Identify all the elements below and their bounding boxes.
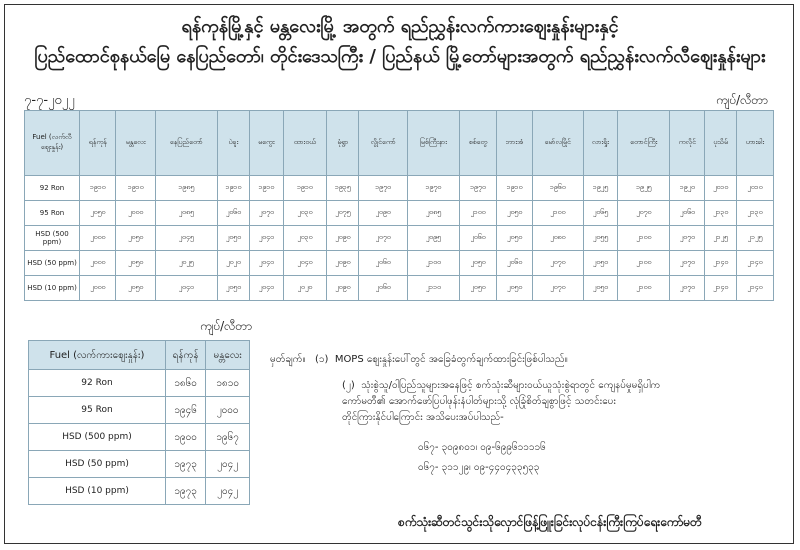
- retail-price-cell: ၂၁၄၀: [705, 276, 737, 301]
- retail-price-table: [24, 110, 774, 301]
- retail-price-cell: ၁၉၃၅: [327, 176, 359, 201]
- wholesale-row: [29, 451, 250, 478]
- retail-price-cell: ၂၀၅၀: [459, 276, 496, 301]
- retail-price-cell: ၁၉၈၅: [155, 176, 217, 201]
- wholesale-price-cell: ၁၈၆၀: [165, 370, 205, 397]
- wholesale-price-cell: ၁၉၇၃: [165, 478, 205, 505]
- retail-price-cell: ၂၁၄၀: [736, 276, 773, 301]
- retail-price-cell: ၂၀၇၀: [533, 251, 584, 276]
- retail-price-cell: ၂၀၅၀: [497, 226, 533, 251]
- note-2-line-a: [342, 378, 660, 393]
- retail-price-cell: ၂၀၂၀: [217, 251, 249, 276]
- retail-col-header: မုံရွာ: [327, 111, 359, 176]
- wholesale-row: [29, 478, 250, 505]
- retail-fuel-cell: HSD (50 ppm): [25, 251, 80, 276]
- retail-price-cell: ၂၀၅၀: [80, 201, 116, 226]
- date-label: ၇-၇-၂၀၂၂: [24, 93, 75, 108]
- retail-price-cell: ၂၀၇၀: [618, 201, 670, 226]
- retail-price-cell: ၁၉၁၀: [283, 176, 326, 201]
- retail-price-cell: ၂၀၉၀: [327, 226, 359, 251]
- note-2-text-c: တိုင်ကြားနိုင်ပါကြောင်း အသိပေးအပ်ပါသည်-: [342, 412, 504, 423]
- retail-price-cell: ၂၀၄၀: [250, 276, 284, 301]
- retail-price-cell: ၂၀၇၀: [533, 276, 584, 301]
- retail-fuel-cell: HSD (10 ppm): [25, 276, 80, 301]
- retail-fuel-cell: 95 Ron: [25, 201, 80, 226]
- retail-price-cell: ၂၀၆၀: [359, 276, 407, 301]
- retail-price-cell: ၁၉၂၅: [618, 176, 670, 201]
- committee-footer: စက်သုံးဆီတင်သွင်းသိုလှောင်ဖြန့်ဖြူးခြင်းလုပ်ငန်းကြီးကြပ်ရေးကော်မတီ: [398, 515, 702, 529]
- wholesale-price-table: [28, 340, 250, 505]
- phone-number-2: ၀၆၇- ၃၁၁၂၉၊ ၀၉-၄၄၀၄၃၃၅၃၃: [418, 462, 540, 473]
- retail-price-cell: ၂၀၆၀: [497, 251, 533, 276]
- retail-price-cell: ၂၀၉၀: [327, 251, 359, 276]
- retail-price-cell: ၂၀၈၅: [407, 201, 459, 226]
- retail-price-cell: ၂၁၂၅: [705, 226, 737, 251]
- wholesale-col-header: မန္တလေး: [206, 341, 250, 370]
- retail-price-cell: ၂၀၃၀: [283, 201, 326, 226]
- wholesale-row: [29, 424, 250, 451]
- retail-price-cell: ၂၀၅၅: [583, 226, 618, 251]
- retail-price-cell: ၂၀၀၀: [80, 251, 116, 276]
- retail-price-cell: ၁၉၇၀: [407, 176, 459, 201]
- retail-price-cell: ၂၀၅၀: [583, 251, 618, 276]
- retail-price-cell: ၂၀၆၀: [359, 251, 407, 276]
- retail-col-header: ပဲခူး: [217, 111, 249, 176]
- note-1-number: (၁): [315, 354, 329, 365]
- retail-price-cell: ၂၀၂၅: [155, 251, 217, 276]
- retail-price-cell: ၂၀၆၀: [217, 201, 249, 226]
- retail-price-cell: ၂၀၈၀: [533, 226, 584, 251]
- retail-price-cell: ၂၀၄၅: [155, 226, 217, 251]
- retail-price-cell: ၂၀၆၅: [583, 201, 618, 226]
- retail-col-header: ပုသိမ်: [705, 111, 737, 176]
- wholesale-fuel-cell: HSD (50 ppm): [29, 451, 166, 478]
- retail-price-cell: ၂၀၀၀: [80, 226, 116, 251]
- note-1-text: MOPS ဈေးနှုန်းပေါ်တွင် အခြေခံတွက်ချက်ထားခြင်းဖြစ်ပါသည်။: [334, 354, 568, 365]
- retail-price-cell: ၂၀၄၀: [250, 226, 284, 251]
- note-1-line: [270, 352, 568, 367]
- retail-price-cell: ၂၀၅၀: [116, 226, 155, 251]
- wholesale-col-header: ရန်ကုန်: [165, 341, 205, 370]
- retail-col-header: မကွေး: [250, 111, 284, 176]
- retail-price-cell: ၁၉၂၅: [583, 176, 618, 201]
- retail-col-header: ကလိုင်: [670, 111, 705, 176]
- wholesale-price-cell: ၁၉၀၀: [165, 424, 205, 451]
- retail-price-cell: ၁၉၆၀: [533, 176, 584, 201]
- retail-price-cell: ၁၉၁၀: [497, 176, 533, 201]
- wholesale-price-cell: ၂၀၄၂: [206, 451, 250, 478]
- retail-price-cell: ၂၀၇၀: [670, 226, 705, 251]
- retail-price-cell: ၂၁၃၀: [705, 201, 737, 226]
- retail-price-cell: ၂၀၅၀: [583, 276, 618, 301]
- wholesale-fuel-cell: 92 Ron: [29, 370, 166, 397]
- wholesale-fuel-cell: HSD (10 ppm): [29, 478, 166, 505]
- title-line-1: ရန်ကုန်မြို့နှင့် မန္တလေးမြို့ အတွက် ရည်ညွှန်းလက်ကားဈေးနှုန်းများနှင့်: [181, 16, 619, 37]
- retail-price-cell: ၂၁၁၀: [407, 276, 459, 301]
- retail-price-cell: ၂၀၈၅: [155, 201, 217, 226]
- retail-row: [25, 226, 774, 251]
- retail-fuel-header: Fuel (လက်လီဈေးနှုန်း): [25, 111, 80, 176]
- retail-price-cell: ၂၁၂၅: [736, 226, 773, 251]
- retail-price-cell: ၂၀၅၀: [459, 251, 496, 276]
- retail-price-cell: ၂၀၆၀: [670, 201, 705, 226]
- retail-price-cell: ၂၁၀၀: [459, 201, 496, 226]
- retail-price-cell: ၂၁၄၀: [705, 251, 737, 276]
- retail-price-cell: ၂၀၃၀: [283, 226, 326, 251]
- wholesale-fuel-cell: HSD (500 ppm): [29, 424, 166, 451]
- retail-price-cell: ၂၀၅၀: [217, 226, 249, 251]
- retail-price-cell: ၂၀၇၀: [670, 251, 705, 276]
- wholesale-price-cell: ၁၉၄၆: [165, 397, 205, 424]
- notes-label: မှတ်ချက်။: [270, 354, 306, 365]
- retail-price-cell: ၂၀၆၀: [459, 226, 496, 251]
- wholesale-header-row: [29, 341, 250, 370]
- retail-price-cell: ၂၀၉၀: [327, 276, 359, 301]
- retail-row: [25, 276, 774, 301]
- retail-price-cell: ၂၁၀၀: [618, 276, 670, 301]
- phone-number-1: ၀၆၇- ၃၀၉၈၀၁၊ ၀၉-၆၉၉၆၁၁၁၁၆: [418, 442, 546, 453]
- retail-col-header: ဟားခါး: [736, 111, 773, 176]
- note-2-text-b: ကော်မတီ၏ အောက်ဖော်ပြပါဖုန်းနံပါတ်များသို့ လုံခြုံစိတ်ချစွာဖြင့် သတင်းပေး: [342, 396, 616, 407]
- retail-col-header: လွိုင်ကော်: [359, 111, 407, 176]
- retail-price-cell: ၂၁၀၀: [533, 201, 584, 226]
- note-2-number: (၂): [342, 380, 355, 391]
- wholesale-price-cell: ၁၉၆၇: [206, 424, 250, 451]
- retail-col-header: မန္တလေး: [116, 111, 155, 176]
- retail-col-header: လားရှိုး: [583, 111, 618, 176]
- retail-price-cell: ၂၁၀၀: [618, 251, 670, 276]
- retail-col-header: စစ်တွေ: [459, 111, 496, 176]
- retail-col-header: တောင်ကြီး: [618, 111, 670, 176]
- retail-price-cell: ၂၀၅၀: [497, 201, 533, 226]
- retail-price-cell: ၂၀၇၅: [327, 201, 359, 226]
- retail-price-cell: ၂၀၀၀: [80, 276, 116, 301]
- wholesale-fuel-cell: 95 Ron: [29, 397, 166, 424]
- retail-price-cell: ၁၉၂၀: [670, 176, 705, 201]
- retail-price-cell: ၂၁၄၀: [736, 251, 773, 276]
- retail-row: [25, 201, 774, 226]
- wholesale-price-cell: ၂၀၄၂: [206, 478, 250, 505]
- retail-price-cell: ၂၁၀၀: [407, 251, 459, 276]
- retail-price-cell: ၂၀၉၅: [407, 226, 459, 251]
- retail-price-cell: ၂၀၁၀: [736, 176, 773, 201]
- retail-price-cell: ၂၀၄၀: [155, 276, 217, 301]
- retail-price-cell: ၂၀၄၀: [283, 251, 326, 276]
- retail-price-cell: ၂၀၂၀: [283, 276, 326, 301]
- retail-col-header: ထားဝယ်: [283, 111, 326, 176]
- retail-price-cell: ၁၉၇၀: [359, 176, 407, 201]
- retail-price-cell: ၁၉၁၀: [250, 176, 284, 201]
- retail-col-header: ရန်ကုန်: [80, 111, 116, 176]
- retail-header-row: [25, 111, 774, 176]
- retail-price-cell: ၂၀၅၀: [217, 276, 249, 301]
- retail-price-cell: ၂၀၅၀: [497, 276, 533, 301]
- unit-label-wholesale: ကျပ်/လီတာ: [200, 319, 253, 333]
- wholesale-row: [29, 370, 250, 397]
- retail-price-cell: ၂၁၃၀: [736, 201, 773, 226]
- retail-col-header: မော်လမြိုင်: [533, 111, 584, 176]
- retail-fuel-cell: HSD (500 ppm): [25, 226, 80, 251]
- retail-col-header: ဘားအံ: [497, 111, 533, 176]
- retail-price-cell: ၂၁၀၀: [618, 226, 670, 251]
- title-line-2: ပြည်ထောင်စုနယ်မြေ နေပြည်တော်၊ တိုင်းဒေသကြီး / ပြည်နယ် မြို့တော်များအတွက် ရည်ညွှန်းလက်လီဈေးနှုန်းများ: [34, 46, 766, 67]
- retail-price-cell: ၂၀၁၀: [705, 176, 737, 201]
- retail-price-cell: ၂၀၇၀: [359, 226, 407, 251]
- retail-price-cell: ၂၀၇၀: [670, 276, 705, 301]
- retail-col-header: မြစ်ကြီးနား: [407, 111, 459, 176]
- retail-price-cell: ၂၀၅၀: [116, 276, 155, 301]
- wholesale-price-cell: ၁၈၁၀: [206, 370, 250, 397]
- note-2-text-a: သုံးစွဲသူ/ဝါပြည်သူများအနေဖြင့် စက်သုံးဆီများဝယ်ယူသုံးစွဲရာတွင် ကျေနပ်မှုမရှိပါက: [361, 380, 661, 391]
- wholesale-price-cell: ၁၉၇၃: [165, 451, 205, 478]
- retail-price-cell: ၁၉၁၀: [217, 176, 249, 201]
- retail-price-cell: ၁၉၁၀: [116, 176, 155, 201]
- retail-row: [25, 176, 774, 201]
- retail-fuel-cell: 92 Ron: [25, 176, 80, 201]
- unit-label-retail: ကျပ်/လီတာ: [715, 93, 768, 107]
- retail-price-cell: ၂၀၄၀: [250, 251, 284, 276]
- retail-price-cell: ၂၀၅၀: [116, 251, 155, 276]
- wholesale-price-cell: ၂၀၀၀: [206, 397, 250, 424]
- retail-row: [25, 251, 774, 276]
- retail-price-cell: ၂၀၉၀: [359, 201, 407, 226]
- retail-col-header: နေပြည်တော်: [155, 111, 217, 176]
- retail-price-cell: ၂၀၀၀: [116, 201, 155, 226]
- wholesale-fuel-header: Fuel (လက်ကားဈေးနှုန်း): [29, 341, 166, 370]
- wholesale-row: [29, 397, 250, 424]
- retail-price-cell: ၁၉၁၀: [80, 176, 116, 201]
- retail-price-cell: ၂၀၇၀: [250, 201, 284, 226]
- retail-price-cell: ၁၉၇၀: [459, 176, 496, 201]
